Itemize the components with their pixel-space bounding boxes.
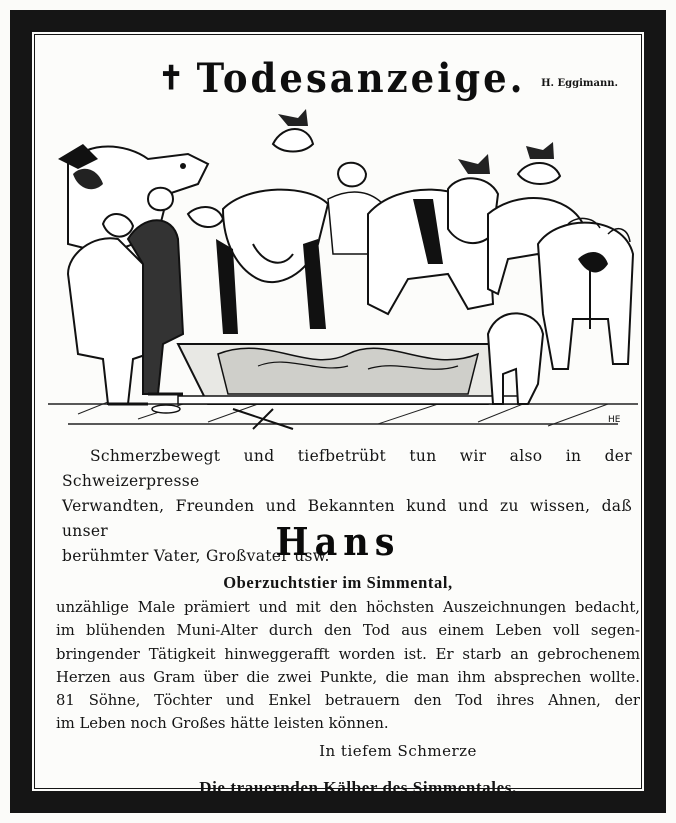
body-line: Herzen aus Gram über die zwei Punkte, die man ihm absprechen wollte. bbox=[56, 668, 640, 686]
title-row bbox=[32, 56, 644, 104]
deceased-name: Hans bbox=[275, 519, 401, 566]
cross-icon: ✝ bbox=[158, 59, 187, 98]
body-line: 81 Söhne, Töchter und Enkel betrauern den Tod ihres Ahnen, der bbox=[56, 692, 640, 710]
obituary-body bbox=[56, 596, 640, 736]
body-line: unzählige Male prämiert und mit den höchsten Auszeichnungen bedacht, bbox=[56, 599, 640, 616]
intro-line: Schmerzbewegt und tiefbetrübt tun wir also in der Schweizerpresse bbox=[62, 447, 632, 490]
title-text: Todesanzeige. bbox=[196, 54, 526, 102]
body-line: im blühenden Muni-Alter durch den Tod aus einem Leben voll segen- bbox=[56, 622, 640, 640]
page-title bbox=[142, 54, 542, 102]
body-line: im Leben noch Großes hätte leisten können. bbox=[56, 715, 389, 733]
funeral-illustration bbox=[48, 104, 638, 434]
intro-line: berühmter Vater, Großvater usw. bbox=[62, 547, 330, 565]
mourning-border bbox=[10, 10, 666, 813]
intro-line: Verwandten, Freunden und Bekannten kund und zu wissen, daß unser bbox=[62, 497, 632, 540]
body-line: bringender Tätigkeit hinweggerafft worden ist. Er starb an gebrochenem bbox=[56, 645, 640, 663]
signature: Die trauernden Kälber des Simmentales. bbox=[199, 778, 517, 797]
svg-text:HE: HE bbox=[608, 415, 621, 425]
deceased-title: Oberzuchtstier im Simmental, bbox=[223, 573, 453, 592]
closing-phrase: In tiefem Schmerze bbox=[319, 742, 477, 760]
artist-credit: H. Eggimann. bbox=[541, 78, 618, 89]
